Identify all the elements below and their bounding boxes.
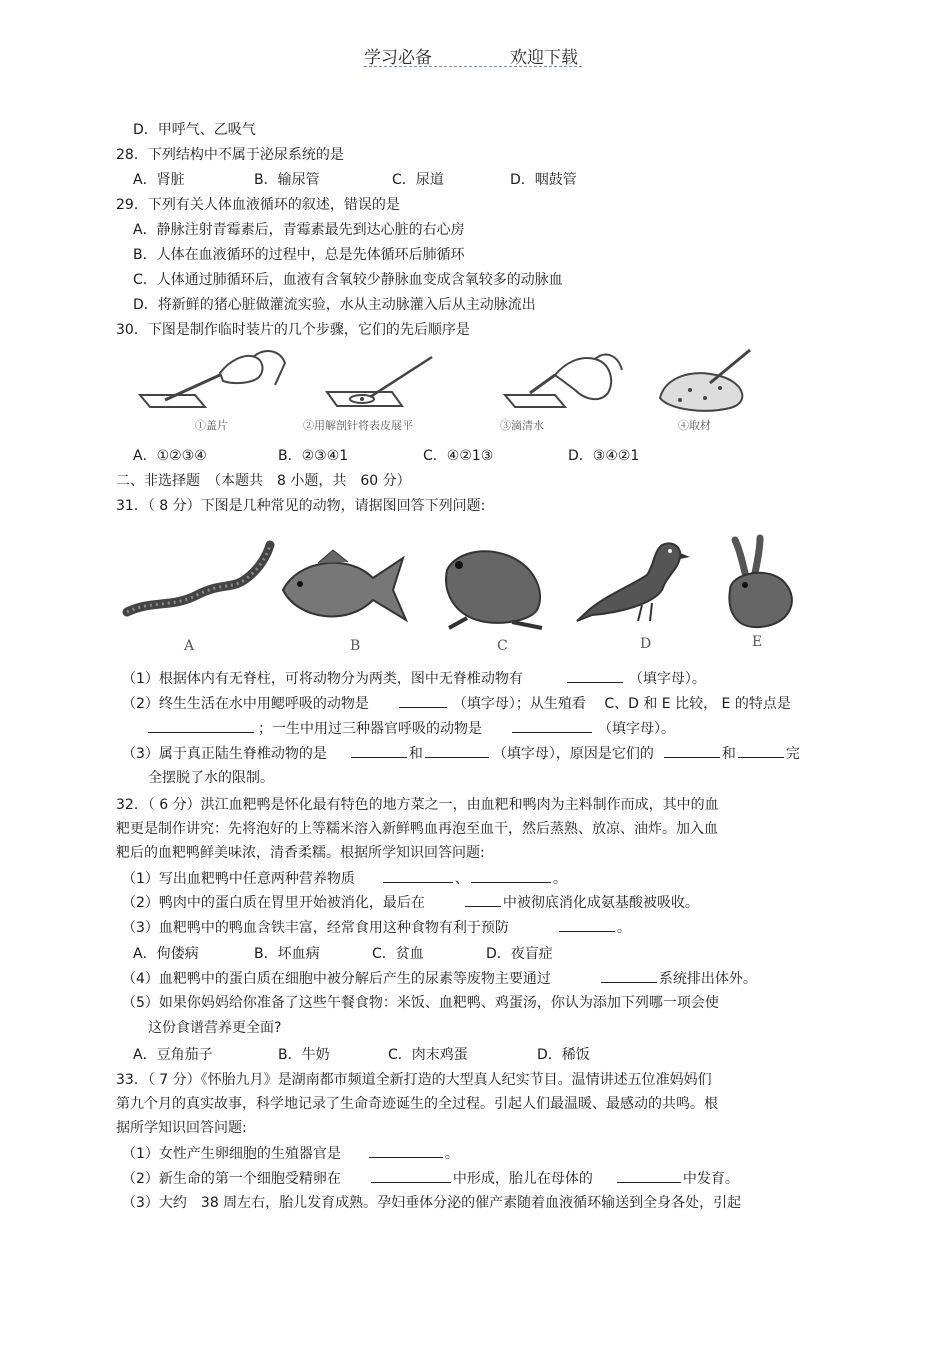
answer-blank xyxy=(664,743,720,758)
q31-sub-1: （1）根据体内有无脊柱，可将动物分为两类，图中无脊椎动物有 （填字母）。 xyxy=(122,668,706,689)
header-left: 学习必备 xyxy=(364,48,432,68)
q28-option-b: B．输尿管 xyxy=(254,172,320,188)
q30-caption-3: ③滴清水 xyxy=(500,419,544,432)
answer-blank xyxy=(351,743,407,758)
answer-blank xyxy=(371,1168,451,1183)
q31-stem: 31．（ 8 分）下图是几种常见的动物，请据图回答下列问题: xyxy=(116,498,486,514)
q32-para-1: 32．（ 6 分）洪江血粑鸭是怀化最有特色的地方菜之一，由血粑和鸭肉为主料制作而成，其中的血 xyxy=(116,797,719,813)
animal-label-e: E xyxy=(752,634,763,650)
answer-blank xyxy=(567,668,623,683)
q32-sub-4: （4）血粑鸭中的蛋白质在细胞中被分解后产生的尿素等废物主要通过 系统排出体外。 xyxy=(122,968,757,989)
q29-option-c: C．人体通过肺循环后，血液有含氧较少静脉血变成含氧较多的动脉血 xyxy=(133,272,563,288)
header-right: 欢迎下载 xyxy=(510,48,578,68)
q30-caption-4: ④取材 xyxy=(678,419,711,432)
header-underline xyxy=(364,66,582,67)
earthworm-figure xyxy=(122,540,272,620)
slide-step-take-figure xyxy=(650,348,760,413)
q32-para-3: 粑后的血粑鸭鲜美味浓，清香柔糯。根据所学知识回答问题: xyxy=(116,845,485,861)
q28-option-d: D．咽鼓管 xyxy=(510,172,577,188)
q32-sub-5: （5）如果你妈妈给你准备了这些午餐食物：米饭、血粑鸭、鸡蛋汤，你认为添加下列哪一项会使 xyxy=(122,995,719,1011)
q32-para-2: 粑更是制作讲究：先将泡好的上等糯米溶入新鲜鸭血再泡至血干，然后蒸熟、放凉、油炸。加入血 xyxy=(116,821,718,837)
answer-blank xyxy=(383,868,453,883)
q29-option-b: B．人体在血液循环的过程中，总是先体循环后肺循环 xyxy=(133,247,465,263)
q32-sub-3-option-b: B．坏血病 xyxy=(254,946,320,962)
q32-sub-5-option-b: B．牛奶 xyxy=(278,1047,330,1063)
pigeon-figure xyxy=(572,535,700,625)
answer-blank xyxy=(512,718,592,733)
q31-sub-3-cont: 全摆脱了水的限制。 xyxy=(148,770,274,786)
q30-caption-2: ②用解剖针将表皮展平 xyxy=(303,419,413,432)
animal-label-d: D xyxy=(640,636,652,652)
answer-blank xyxy=(617,1168,681,1183)
slide-step-spread-figure xyxy=(322,352,442,412)
q30-caption-1: ①盖片 xyxy=(195,419,228,432)
answer-blank xyxy=(399,693,447,708)
q28-stem: 28．下列结构中不属于泌尿系统的是 xyxy=(116,147,344,163)
q29-option-a: A．静脉注射青霉素后，青霉素最先到达心脏的右心房 xyxy=(133,222,465,238)
q32-sub-3-option-a: A．佝偻病 xyxy=(133,946,199,962)
q27-option-d: D．甲呼气、乙吸气 xyxy=(133,122,256,138)
fish-figure xyxy=(278,548,410,630)
q31-sub-2-cont: ；一生中用过三种器官呼吸的动物是 （填字母）。 xyxy=(148,718,675,739)
q32-sub-3-option-c: C．贫血 xyxy=(372,946,424,962)
q30-option-d: D．③④②1 xyxy=(568,448,640,464)
answer-blank xyxy=(471,868,551,883)
slide-step-cover-figure xyxy=(135,345,295,415)
q29-stem: 29．下列有关人体血液循环的叙述，错误的是 xyxy=(116,197,400,213)
q31-sub-2: （2）终生生活在水中用鳃呼吸的动物是 （填字母）；从生殖看 C、D 和 E 比较， E 的特点是 xyxy=(122,693,791,714)
q32-sub-3: （3）血粑鸭中的鸭血含铁丰富，经常食用这种食物有利于预防 。 xyxy=(122,917,631,938)
q32-sub-5-option-d: D．稀饭 xyxy=(537,1047,590,1063)
q33-sub-1: （1）女性产生卵细胞的生殖器官是 。 xyxy=(122,1143,459,1164)
answer-blank xyxy=(465,892,501,907)
rabbit-figure xyxy=(715,535,800,630)
animal-label-c: C xyxy=(497,638,508,654)
animal-label-a: A xyxy=(184,638,195,654)
answer-blank xyxy=(425,743,489,758)
slide-step-water-figure xyxy=(500,345,630,415)
frog-figure xyxy=(437,540,552,630)
page-header xyxy=(0,40,950,70)
q33-para-2: 第九个月的真实故事，科学地记录了生命奇迹诞生的全过程。引起人们最温暖、最感动的共鸣。根 xyxy=(116,1096,718,1112)
answer-blank xyxy=(148,718,254,733)
q32-sub-5-option-a: A．豆角茄子 xyxy=(133,1047,213,1063)
q33-sub-2: （2）新生命的第一个细胞受精卵在 中形成，胎儿在母体的 中发育。 xyxy=(122,1168,739,1189)
q30-stem: 30．下图是制作临时装片的几个步骤，它们的先后顺序是 xyxy=(116,322,470,338)
q28-option-a: A．肾脏 xyxy=(133,172,185,188)
q33-para-1: 33．（ 7 分）《怀胎九月》是湖南都市频道全新打造的大型真人纪实节目。温情讲述五位准妈妈们 xyxy=(116,1072,712,1088)
q32-sub-1: （1）写出血粑鸭中任意两种营养物质 、 。 xyxy=(122,868,567,889)
section-2-heading: 二、非选择题 （本题共 8 小题，共 60 分） xyxy=(116,473,411,489)
q32-sub-5-cont: 这份食谱营养更全面? xyxy=(148,1020,282,1036)
q31-sub-3: （3）属于真正陆生脊椎动物的是 和 （填字母），原因是它们的 和 完 xyxy=(122,743,800,764)
q30-option-a: A．①②③④ xyxy=(133,448,207,464)
q32-sub-2: （2）鸭肉中的蛋白质在胃里开始被消化，最后在 中被彻底消化成氨基酸被吸收。 xyxy=(122,892,699,913)
q30-option-c: C．④②1③ xyxy=(423,448,494,464)
answer-blank xyxy=(738,743,784,758)
q30-option-b: B．②③④1 xyxy=(278,448,349,464)
q29-option-d: D．将新鲜的猪心脏做灌流实验，水从主动脉灌入后从主动脉流出 xyxy=(133,297,536,313)
answer-blank xyxy=(369,1143,443,1158)
q28-option-c: C．尿道 xyxy=(392,172,444,188)
answer-blank xyxy=(559,917,615,932)
q32-sub-3-option-d: D．夜盲症 xyxy=(486,946,553,962)
q32-sub-5-option-c: C．肉末鸡蛋 xyxy=(388,1047,468,1063)
q33-sub-3: （3）大约 38 周左右，胎儿发育成熟。孕妇垂体分泌的催产素随着血液循环输送到全身各处，引起 xyxy=(122,1195,742,1211)
answer-blank xyxy=(601,968,657,983)
q33-para-3: 据所学知识回答问题: xyxy=(116,1120,247,1136)
animal-label-b: B xyxy=(350,638,361,654)
